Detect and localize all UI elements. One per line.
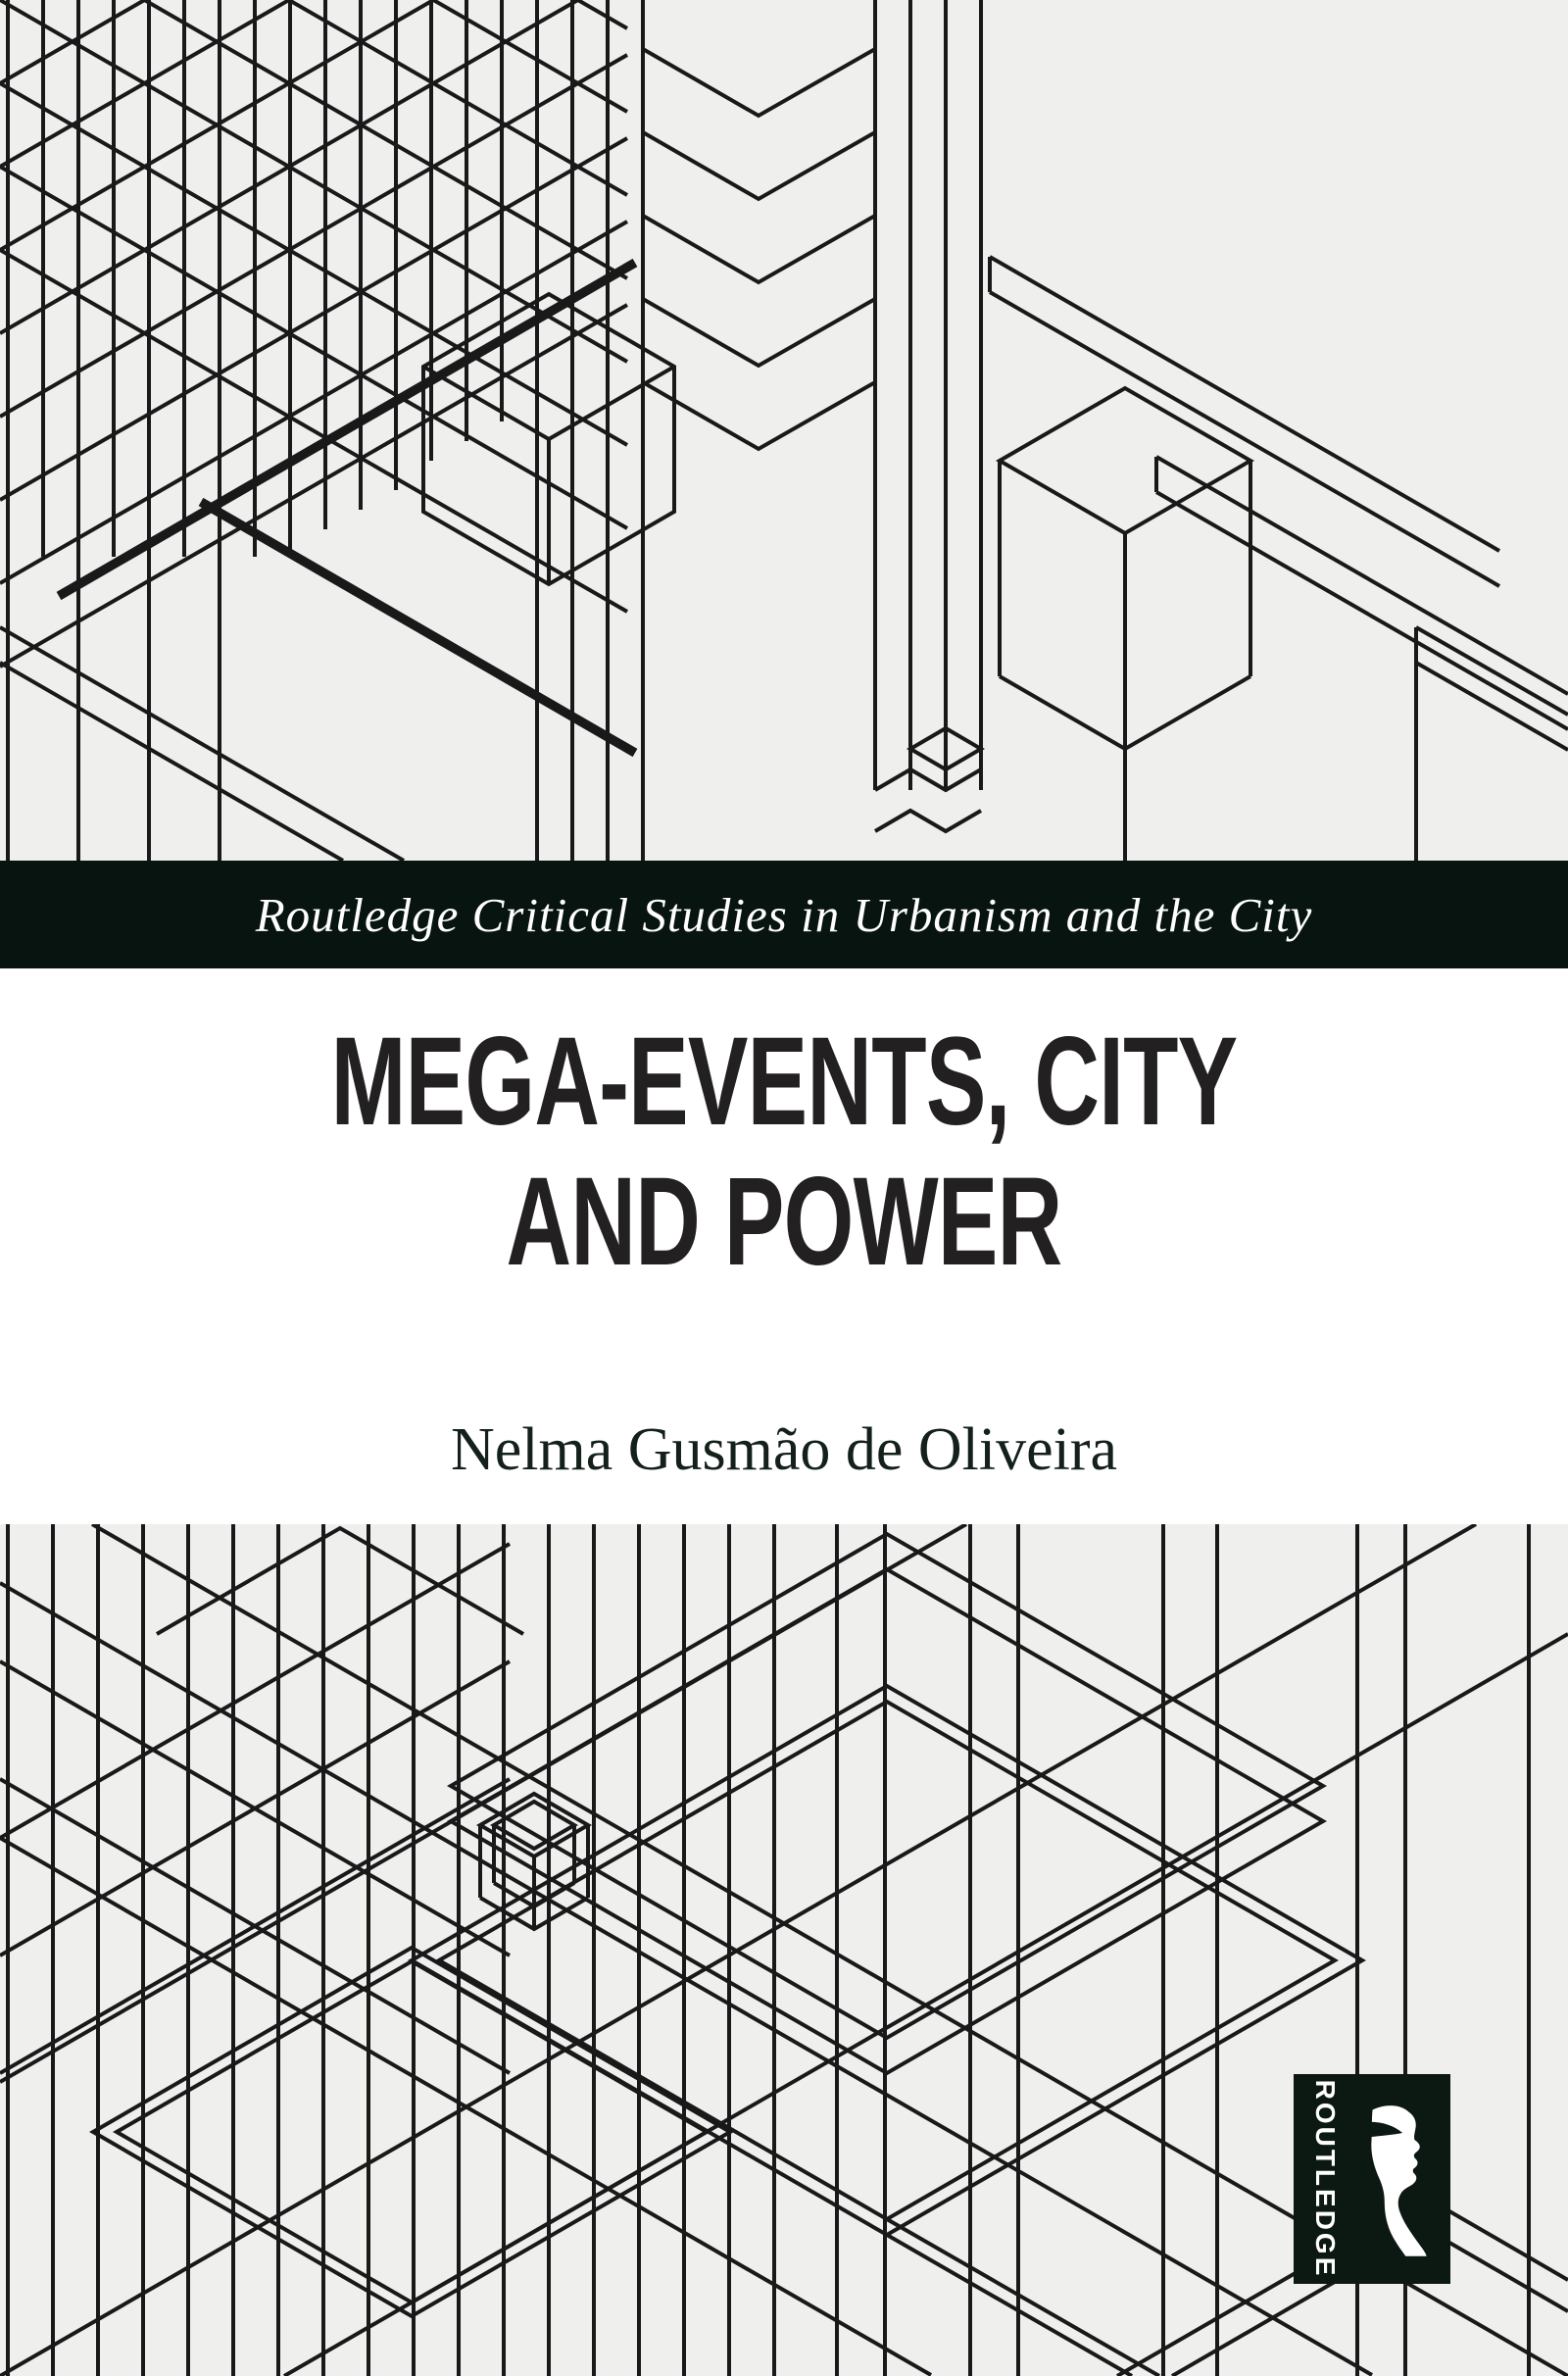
author-name: Nelma Gusmão de Oliveira [450,1416,1118,1483]
series-title: Routledge Critical Studies in Urbanism and the City [255,887,1313,942]
book-title [0,968,1568,1293]
series-band [0,861,1568,968]
routledge-logo-text: ROUTLEDGE [1310,2079,1341,2279]
book-title-line-2: AND POWER [506,1152,1062,1293]
routledge-face-profile-icon [1348,2088,1439,2270]
book-title-line-1: MEGA-EVENTS, CITY [330,1012,1238,1152]
routledge-logo [1296,2076,1448,2282]
top-geometric-pattern [0,0,1568,861]
